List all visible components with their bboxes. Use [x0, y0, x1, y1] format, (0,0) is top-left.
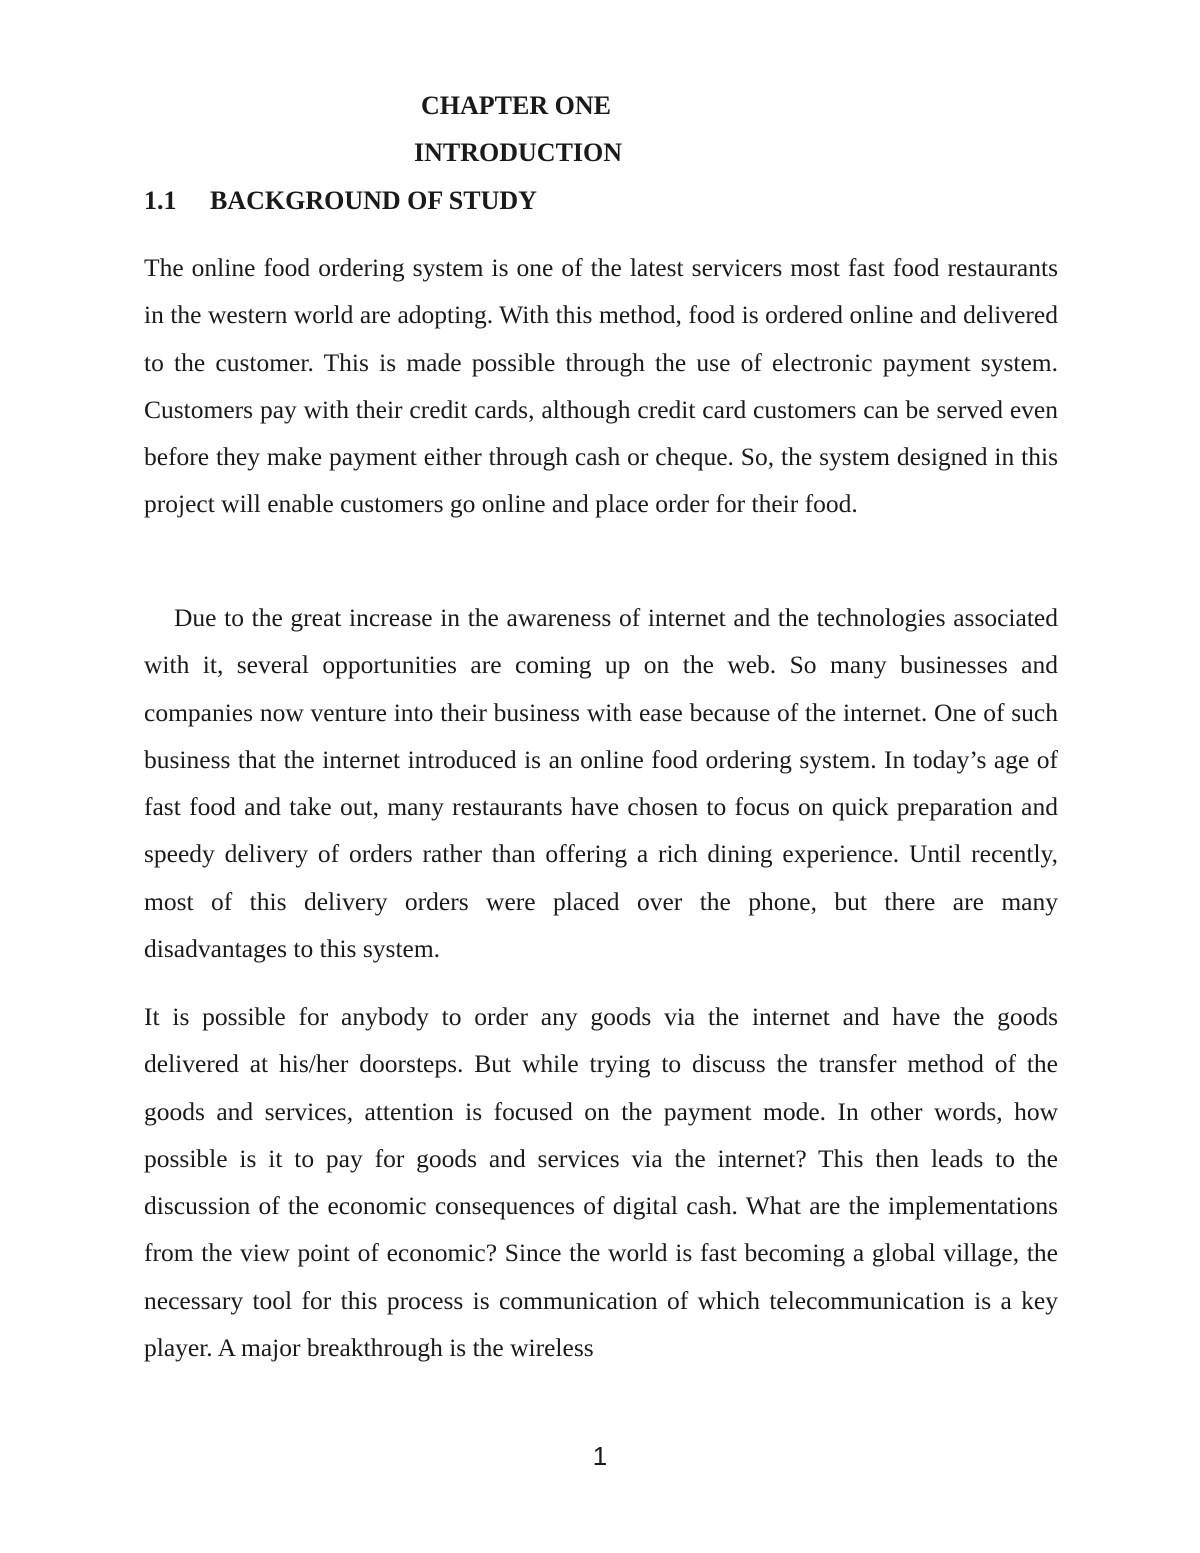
- chapter-title: CHAPTER ONE: [421, 91, 611, 120]
- page-number: 1: [592, 1441, 608, 1471]
- section-number: 1.1: [144, 186, 177, 215]
- paragraph-text: The online food ordering system is one of the latest servicers most fast food restaurants in the western world are adopting. With this method, food is ordered online and delivered to the customer. This is made possible through the use of electronic payment system. Customers pay with their credit cards, although credit card customers can be served even before they make payment either through cash or cheque. So, the system designed in this project will enable customers go online and place order for their food.: [144, 253, 1058, 519]
- body-paragraph-3: [144, 993, 1058, 1371]
- paragraph-text: Due to the great increase in the awareness of internet and the technologies associated with it, several opportunities are coming up on the web. So many businesses and companies now venture into their business with ease because of the internet. One of such business that the internet introduced is an online food ordering system. In today’s age of fast food and take out, many restaurants have chosen to focus on quick preparation and speedy delivery of orders rather than offering a rich dining experience. Until recently, most of this delivery orders were placed over the phone, but there are many disadvantages to this system.: [144, 603, 1058, 964]
- body-paragraph-2: [144, 594, 1058, 972]
- body-paragraph-1: [144, 244, 1058, 528]
- section-title: BACKGROUND OF STUDY: [210, 186, 537, 215]
- paragraph-text: It is possible for anybody to order any goods via the internet and have the goods delivered at his/her doorsteps. But while trying to discuss the transfer method of the goods and services, attention is focused on the payment mode. In other words, how possible is it to pay for goods and services via the internet? This then leads to the discussion of the economic consequences of digital cash. What are the implementations from the view point of economic? Since the world is fast becoming a global village, the necessary tool for this process is communication of which telecommunication is a key player. A major breakthrough is the wireless: [144, 1002, 1058, 1363]
- section-heading: [144, 186, 537, 216]
- introduction-title: INTRODUCTION: [414, 138, 623, 167]
